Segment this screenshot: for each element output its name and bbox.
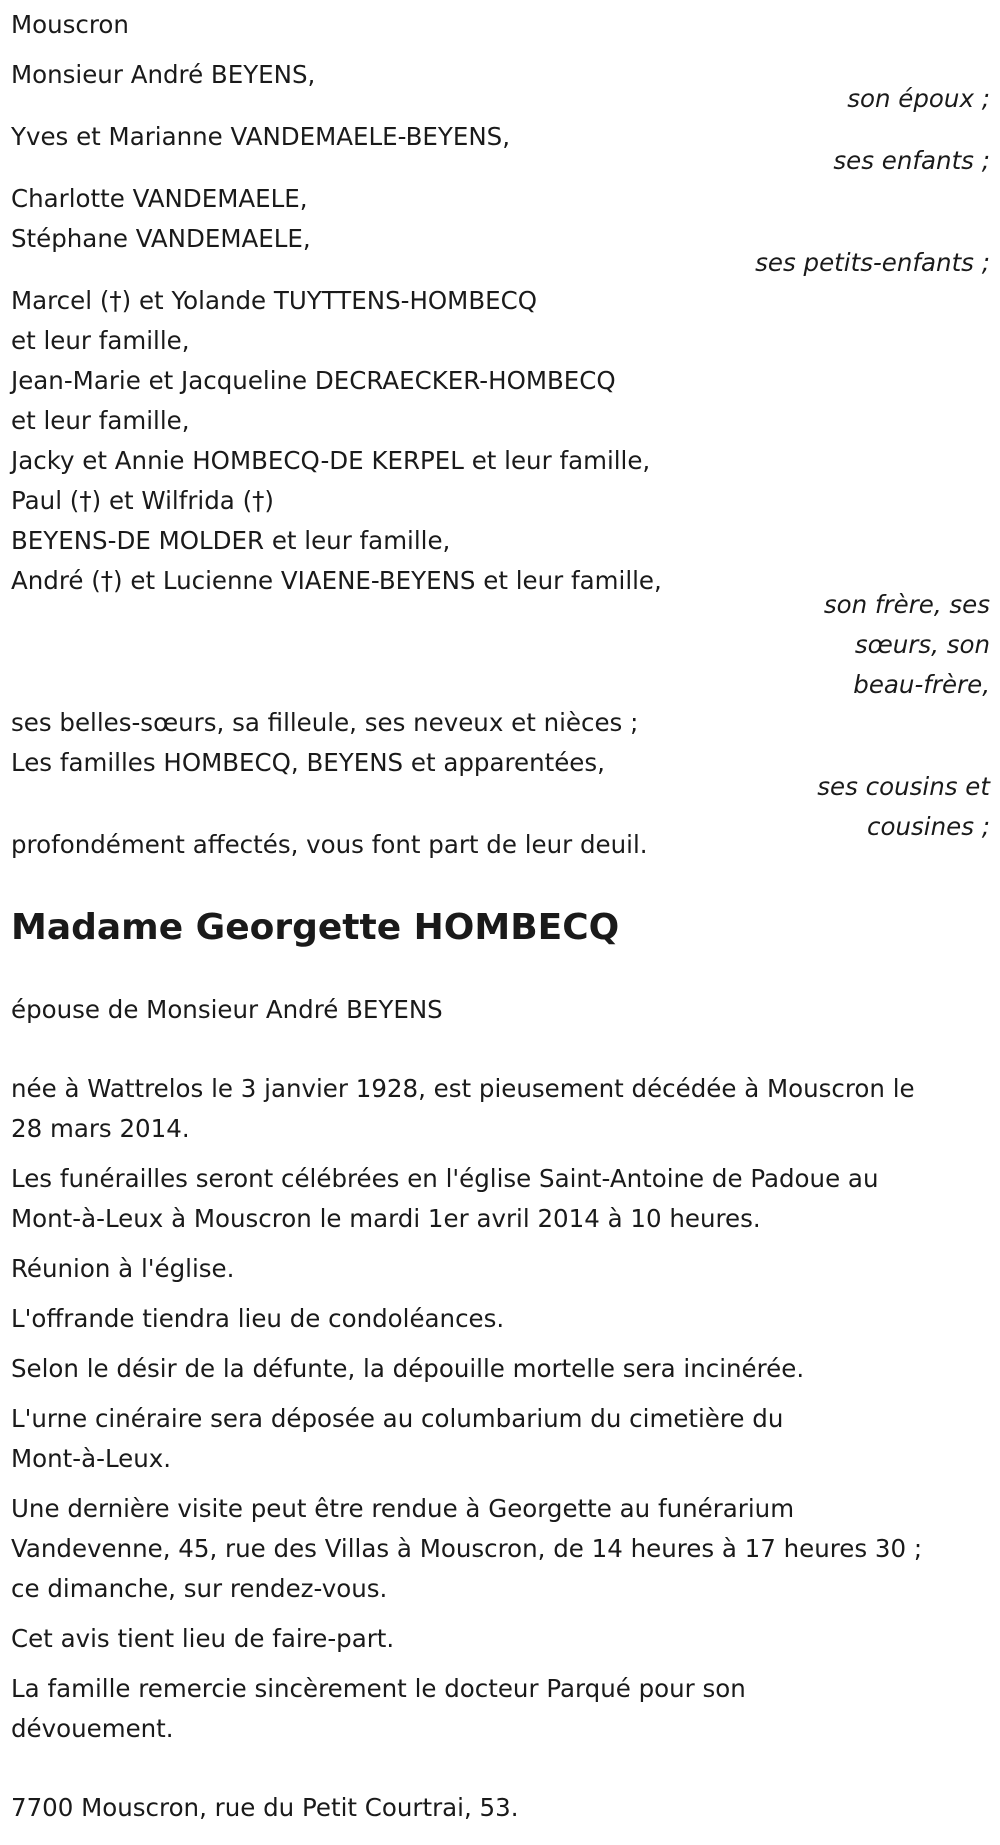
offering-line: L'offrande tiendra lieu de condoléances.: [11, 1304, 505, 1333]
extended-family-line: ses belles-sœurs, sa filleule, ses neveux et nièces ;: [11, 708, 639, 737]
spouse-of-line: épouse de Monsieur André BEYENS: [11, 995, 443, 1024]
sibling-line: et leur famille,: [11, 406, 190, 435]
siblings-role-line: son frère, ses: [823, 590, 990, 619]
thanks-line: dévouement.: [11, 1714, 174, 1743]
grandchildren-role: ses petits-enfants ;: [755, 248, 990, 277]
notice-line: Cet avis tient lieu de faire-part.: [11, 1624, 395, 1653]
thanks-line: La famille remercie sincèrement le docteur Parqué pour son: [11, 1674, 746, 1703]
urn-line: L'urne cinéraire sera déposée au columbarium du cimetière du: [11, 1404, 784, 1433]
cousins-role-line: ses cousins et: [817, 772, 990, 801]
sibling-line: André (†) et Lucienne VIAENE-BEYENS et leur famille,: [11, 566, 662, 595]
cousins-role-line: cousines ;: [867, 812, 990, 841]
visit-line: Vandevenne, 45, rue des Villas à Mouscron, de 14 heures à 17 heures 30 ;: [11, 1534, 923, 1563]
families-line: Les familles HOMBECQ, BEYENS et apparentées,: [11, 748, 605, 777]
location: Mouscron: [11, 10, 129, 39]
siblings-role-line: sœurs, son: [854, 630, 990, 659]
sibling-line: Jean-Marie et Jacqueline DECRAECKER-HOMBECQ: [11, 366, 616, 395]
birth-death-line: née à Wattrelos le 3 janvier 1928, est pieusement décédée à Mouscron le: [11, 1074, 915, 1103]
funeral-line: Les funérailles seront célébrées en l'église Saint-Antoine de Padoue au: [11, 1164, 879, 1193]
deceased-name: Madame Georgette HOMBECQ: [11, 907, 620, 948]
closing-line: profondément affectés, vous font part de leur deuil.: [11, 830, 648, 859]
children-role: ses enfants ;: [833, 146, 990, 175]
grandchild-line: Stéphane VANDEMAELE,: [11, 224, 311, 253]
sibling-line: Marcel (†) et Yolande TUYTTENS-HOMBECQ: [11, 286, 537, 315]
sibling-line: BEYENS-DE MOLDER et leur famille,: [11, 526, 451, 555]
spouse-role: son époux ;: [847, 84, 990, 113]
meeting-line: Réunion à l'église.: [11, 1254, 235, 1283]
cremation-line: Selon le désir de la défunte, la dépouille mortelle sera incinérée.: [11, 1354, 805, 1383]
urn-line: Mont-à-Leux.: [11, 1444, 172, 1473]
address-line: 7700 Mouscron, rue du Petit Courtrai, 53.: [11, 1793, 519, 1822]
sibling-line: et leur famille,: [11, 326, 190, 355]
grandchild-line: Charlotte VANDEMAELE,: [11, 184, 308, 213]
children-names: Yves et Marianne VANDEMAELE-BEYENS,: [11, 122, 511, 151]
visit-line: Une dernière visite peut être rendue à Georgette au funérarium: [11, 1494, 795, 1523]
spouse-name: Monsieur André BEYENS,: [11, 60, 316, 89]
birth-death-line: 28 mars 2014.: [11, 1114, 190, 1143]
sibling-line: Paul (†) et Wilfrida (†): [11, 486, 274, 515]
sibling-line: Jacky et Annie HOMBECQ-DE KERPEL et leur famille,: [11, 446, 651, 475]
visit-line: ce dimanche, sur rendez-vous.: [11, 1574, 388, 1603]
siblings-role-line: beau-frère,: [853, 670, 990, 699]
funeral-line: Mont-à-Leux à Mouscron le mardi 1er avril 2014 à 10 heures.: [11, 1204, 761, 1233]
